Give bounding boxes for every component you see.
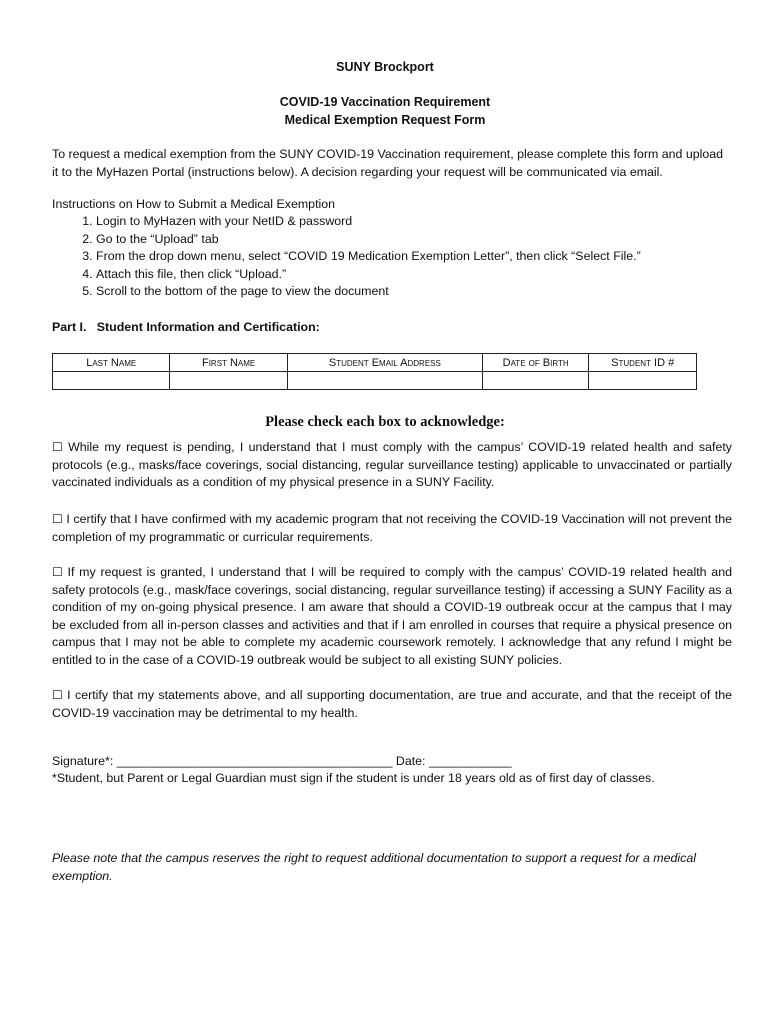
ack-text-3: If my request is granted, I understand that I will be required to comply with the campus’ COVID-19 related health and safety protocols (e.g., mask/face coverings, social distancing, regular surveillance testing) if accessing a SUNY Facility as a condition of my on-going physical presence. I am aware that should a COVID-19 outbreak occur at the campus that I may be excluded from all in-person classes and activities and that if I am enrolled in courses that require a physical presence on campus that I may not be able to complete my academic coursework remotely. I acknowledge that any refund I might be entitled to in the case of a COVID-19 outbreak would be subject to all existing SUNY policies. <box>52 565 732 667</box>
ack-item-3 <box>52 564 732 669</box>
signature-row <box>52 753 732 771</box>
institution-name: SUNY Brockport <box>336 60 434 74</box>
last-name-field[interactable] <box>53 372 170 390</box>
instructions-heading: Instructions on How to Submit a Medical Exemption <box>52 197 336 211</box>
instructions-list <box>52 213 726 301</box>
col-first-name: First Name <box>170 354 287 372</box>
footer-note: Please note that the campus reserves the right to request additional documentation to support a request for a medical exemption. <box>52 851 697 883</box>
student-id-field[interactable] <box>589 372 697 390</box>
ack-item-2 <box>52 511 732 546</box>
instruction-step: 5. Scroll to the bottom of the page to view the document <box>96 283 726 301</box>
checkbox-4[interactable]: ☐ <box>52 688 63 702</box>
acknowledge-title: Please check each box to acknowledge: <box>265 414 505 430</box>
ack-item-4 <box>52 687 732 722</box>
instruction-step: 1. Login to MyHazen with your NetID & password <box>96 213 726 231</box>
instruction-step: 4. Attach this file, then click “Upload.” <box>96 266 726 284</box>
ack-text-2: I certify that I have confirmed with my academic program that not receiving the COVID-19 Vaccination will not prevent the completion of my programmatic or curricular requirements. <box>52 512 732 544</box>
checkbox-2[interactable]: ☐ <box>52 512 63 526</box>
col-dob: Date of Birth <box>482 354 589 372</box>
col-last-name: Last Name <box>53 354 170 372</box>
col-email: Student Email Address <box>287 354 482 372</box>
instruction-step: 2. Go to the “Upload” tab <box>96 231 726 249</box>
email-field[interactable] <box>287 372 482 390</box>
checkbox-1[interactable]: ☐ <box>52 440 63 454</box>
form-title-line1: COVID-19 Vaccination Requirement <box>279 95 491 109</box>
ack-item-1 <box>52 439 732 492</box>
student-info-table <box>52 353 697 390</box>
date-label: Date: <box>395 754 426 768</box>
signature-label: Signature*: <box>52 754 114 768</box>
instruction-step: 3. From the drop down menu, select “COVID 19 Medication Exemption Letter”, then click “Select File.” <box>96 248 726 266</box>
date-line[interactable]: ____________ <box>428 754 512 768</box>
part1-title: Student Information and Certification: <box>96 320 320 334</box>
ack-text-4: I certify that my statements above, and all supporting documentation, are true and accurate, and that the receipt of the COVID-19 vaccination may be detrimental to my health. <box>52 688 732 720</box>
part1-label: Part I. <box>52 320 87 334</box>
signature-line[interactable]: ________________________________________ <box>116 754 393 768</box>
dob-field[interactable] <box>482 372 589 390</box>
ack-text-1: While my request is pending, I understand that I must comply with the campus’ COVID-19 related health and safety protocols (e.g., masks/face coverings, social distancing, regular surveillance testing) applicable to unvaccinated or partially vaccinated individuals as a condition of my physical presence in a SUNY Facility. <box>52 440 732 489</box>
checkbox-3[interactable]: ☐ <box>52 565 63 579</box>
signature-note: *Student, but Parent or Legal Guardian must sign if the student is under 18 years old as of first day of classes. <box>52 771 655 785</box>
part1-heading <box>52 319 732 337</box>
form-title-line2: Medical Exemption Request Form <box>284 113 486 127</box>
first-name-field[interactable] <box>170 372 287 390</box>
col-student-id: Student ID # <box>589 354 697 372</box>
intro-paragraph: To request a medical exemption from the SUNY COVID-19 Vaccination requirement, please complete this form and upload it to the MyHazen Portal (instructions below). A decision regarding your request will be communicated via email. <box>52 147 724 179</box>
